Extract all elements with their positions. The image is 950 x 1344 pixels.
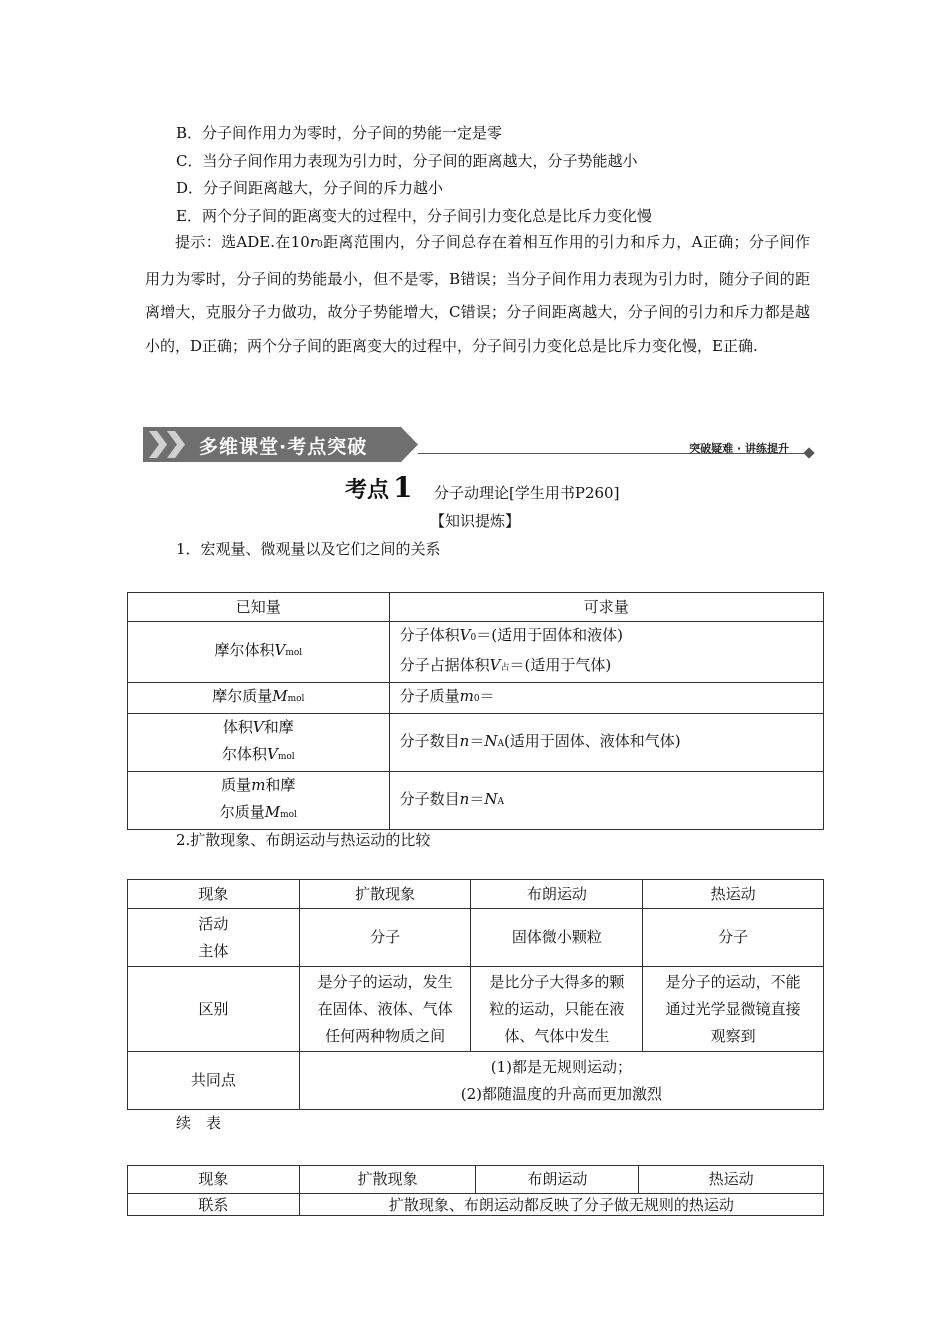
table-cell: 分子数目n＝NA(适用于固体、液体和气体) xyxy=(389,714,823,772)
table-cell: 分子质量m0＝ xyxy=(389,683,823,714)
table-row xyxy=(128,772,824,830)
knowledge-label: 【知识提炼】 xyxy=(429,512,520,530)
table-cell: 分子 xyxy=(643,909,824,967)
table-cell: 是比分子大得多的颗 粒的运动，只能在液 体、气体中发生 xyxy=(471,967,643,1052)
banner-title: 多维课堂·考点突破 xyxy=(199,436,368,458)
header-cell: 现象 xyxy=(128,1166,300,1194)
hint-paragraph: 提示：选ADE.在10r0距离范围内，分子间总存在着相互作用的引力和斥力，A正确；分子间作用力为零时，分子间的势能最小，但不是零，B错误；当分子间作用力表现为引力时，随分子间的距离增大，克服分子力做功，故分子势能增大，C错误；分子间距离越大，分子间的引力和斥力都是越小的，D正确；两个分子间的距离变大的过程中，分子间引力变化总是比斥力变化慢，E正确. xyxy=(145,233,810,355)
banner-right-label: 突破疑难 · 讲练提升 xyxy=(689,442,789,455)
header-cell: 扩散现象 xyxy=(299,880,471,909)
table-row xyxy=(128,1052,824,1110)
table-cell: 区别 xyxy=(128,967,300,1052)
option-b: B．分子间作用力为零时，分子间的势能一定是零 xyxy=(176,124,503,142)
table-cell: 分子 xyxy=(299,909,471,967)
diamond-icon xyxy=(803,447,814,458)
table-cell: 摩尔体积Vmol xyxy=(128,622,390,683)
item-1-heading: 1．宏观量、微观量以及它们之间的关系 xyxy=(176,540,441,558)
table-cell: 是分子的运动，不能 通过光学显微镜直接 观察到 xyxy=(643,967,824,1052)
option-d: D．分子间距离越大，分子间的斥力越小 xyxy=(176,179,444,197)
table-row xyxy=(128,593,824,622)
table-row xyxy=(128,1194,824,1216)
table-cell: 分子体积V0＝(适用于固体和液体) 分子占据体积V占＝(适用于气体) xyxy=(389,622,823,683)
section-heading: 考点 1 xyxy=(345,471,413,504)
table-cell: 扩散现象、布朗运动都反映了分子做无规则的热运动 xyxy=(299,1194,823,1216)
table-row xyxy=(128,967,824,1052)
table-cell: 质量m和摩 尔质量Mmol xyxy=(128,772,390,830)
header-cell: 已知量 xyxy=(128,593,390,622)
table-cell: (1)都是无规则运动； (2)都随温度的升高而更加激烈 xyxy=(299,1052,823,1110)
header-cell: 现象 xyxy=(128,880,300,909)
table-row xyxy=(128,1166,824,1194)
table-cell: 体积V和摩 尔体积Vmol xyxy=(128,714,390,772)
option-c: C．当分子间作用力表现为引力时，分子间的距离越大，分子势能越小 xyxy=(176,152,638,170)
header-cell: 热运动 xyxy=(643,880,824,909)
item-2-heading: 2.扩散现象、布朗运动与热运动的比较 xyxy=(176,831,431,849)
table-cell: 分子数目n＝NA xyxy=(389,772,823,830)
quantities-table xyxy=(127,592,824,830)
header-cell: 布朗运动 xyxy=(471,880,643,909)
header-cell: 可求量 xyxy=(389,593,823,622)
comparison-table xyxy=(127,879,824,1110)
table-cell: 是分子的运动，发生 在固体、液体、气体 任何两种物质之间 xyxy=(299,967,471,1052)
table-row xyxy=(128,683,824,714)
table-cell: 联系 xyxy=(128,1194,300,1216)
table-cell: 摩尔质量Mmol xyxy=(128,683,390,714)
continued-label: 续 表 xyxy=(176,1114,222,1132)
option-e: E．两个分子间的距离变大的过程中，分子间引力变化总是比斥力变化慢 xyxy=(176,207,652,225)
table-row xyxy=(128,880,824,909)
table-cell: 固体微小颗粒 xyxy=(471,909,643,967)
table-row xyxy=(128,622,824,683)
continued-table xyxy=(127,1165,824,1216)
section-subtitle: 分子动理论[学生用书P260] xyxy=(434,484,620,502)
table-cell: 共同点 xyxy=(128,1052,300,1110)
header-cell: 热运动 xyxy=(639,1166,824,1194)
header-cell: 布朗运动 xyxy=(476,1166,639,1194)
section-banner xyxy=(143,427,815,463)
table-row xyxy=(128,909,824,967)
header-cell: 扩散现象 xyxy=(299,1166,476,1194)
table-cell: 活动 主体 xyxy=(128,909,300,967)
table-row xyxy=(128,714,824,772)
